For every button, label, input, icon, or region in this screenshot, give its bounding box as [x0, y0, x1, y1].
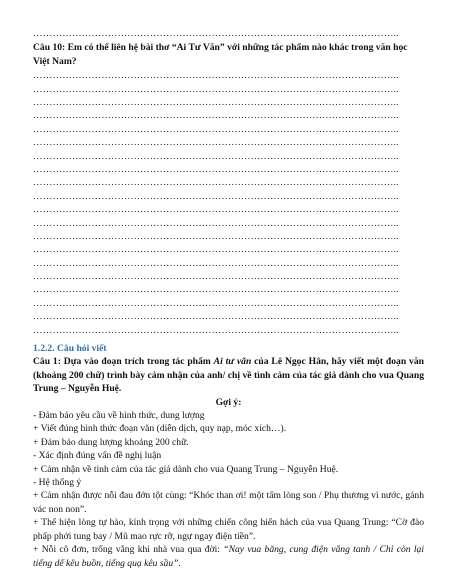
answer-line: …………………………………………………………………………………………………..	[33, 230, 399, 242]
answer-line: …………………………………………………………………………………………………..	[33, 177, 399, 189]
answer-line: …………………………………………………………………………………………………..	[33, 190, 399, 202]
answer-line: …………………………………………………………………………………………………..	[33, 83, 399, 95]
page-content	[33, 27, 424, 570]
question-1-prefix: Câu 1: Dựa vào đoạn trích trong tác phẩm	[33, 356, 214, 368]
hint-line: - Đảm bảo yêu cầu về hình thức, dung lượng	[33, 410, 205, 422]
hint-line: + Đảm bảo dung lượng khoảng 200 chữ.	[33, 436, 189, 448]
hint-line: - Xác định đúng vấn đề nghị luận	[33, 450, 162, 462]
answer-lines	[33, 69, 424, 337]
hint-line: - Hệ thống ý	[33, 477, 82, 489]
hint-prefix: + Nỗi cô đơn, trống vắng khi nhà vua qua đời:	[33, 544, 224, 556]
hint-title: Gợi ý:	[215, 396, 242, 408]
answer-line: …………………………………………………………………………………………………..	[33, 70, 399, 82]
answer-line: …………………………………………………………………………………………………..	[33, 96, 399, 108]
answer-line: …………………………………………………………………………………………………..	[33, 244, 399, 256]
answer-line: …………………………………………………………………………………………………..	[33, 110, 399, 122]
hint-line: + Thể hiện lòng tự hào, kính trọng với những chiến công hiển hách của vua Quang Trung: “Cờ đào phấp phới tung bay / Mũ mao rực rỡ, ngự ngay điện tiền”.	[33, 517, 424, 542]
hint-quote: “Nay vua băng, cung điện vắng tanh / Chỉ còn lại tiếng dế kêu buồn, tiếng quạ kêu sầu”.	[33, 544, 424, 569]
answer-line: …………………………………………………………………………………………………..	[33, 204, 399, 216]
question-10: Câu 10: Em có thể liên hệ bài thơ “Ai Tư Vãn” với những tác phẩm nào khác trong văn học Việt Nam?	[33, 42, 408, 67]
answer-line: …………………………………………………………………………………………………..	[33, 324, 399, 336]
hint-line	[33, 543, 424, 570]
question-1	[33, 355, 424, 395]
answer-line: …………………………………………………………………………………………………..	[33, 150, 399, 162]
hint-line: + Viết đúng hình thức đoạn văn (diễn dịch, quy nạp, móc xích…).	[33, 423, 287, 435]
hint-line: + Cảm nhận về tình cảm của tác giả dành cho vua Quang Trung – Nguyễn Huệ.	[33, 463, 339, 475]
answer-line: …………………………………………………………………………………………………..	[33, 257, 399, 269]
hint-line: + Cảm nhận được nỗi đau đớn tột cùng: “Khóc than ơi! một tấm lòng son / Phụ thương vì nước, gánh vác non non”.	[33, 490, 424, 515]
answer-line: …………………………………………………………………………………………………..	[33, 311, 399, 323]
answer-line: …………………………………………………………………………………………………..	[33, 284, 399, 296]
answer-line: …………………………………………………………………………………………………..	[33, 217, 399, 229]
work-title: Ai tư vãn	[213, 356, 252, 368]
answer-line: …………………………………………………………………………………………………..	[33, 271, 399, 283]
answer-line: …………………………………………………………………………………………………..	[33, 123, 399, 135]
answer-line: …………………………………………………………………………………………………..	[33, 163, 399, 175]
section-title: 1.2.2. Câu hỏi viết	[33, 343, 107, 355]
answer-line: …………………………………………………………………………………………………..	[33, 137, 399, 149]
answer-line: …………………………………………………………………………………………………..	[33, 297, 399, 309]
question-1-suffix: của Lê Ngọc Hân, hãy viết một đoạn văn (khoảng 200 chữ) trình bày cảm nhận của anh/ chị về tình cảm của tác giả dành cho vua Quang Trung – Nguyễn Huệ.	[33, 356, 424, 395]
answer-line: …………………………………………………………………………………………………..	[33, 28, 399, 39]
